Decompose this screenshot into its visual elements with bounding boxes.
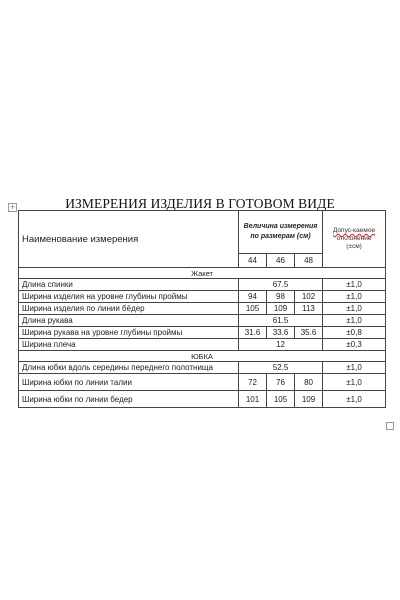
measurements-table — [18, 210, 386, 408]
table-row — [19, 362, 386, 374]
row-label: Ширина юбки по линии талии — [19, 374, 239, 391]
row-value-44: 101 — [239, 391, 267, 408]
row-label: Длина рукава — [19, 315, 239, 327]
row-tolerance: ±1,0 — [323, 374, 386, 391]
header-value: Величина измерения по размерам (см) — [239, 211, 323, 254]
table-row — [19, 279, 386, 291]
row-label: Длина спинки — [19, 279, 239, 291]
table-resize-handle-icon[interactable] — [386, 422, 394, 430]
row-tolerance: ±0,3 — [323, 339, 386, 351]
row-tolerance: ±1,0 — [323, 315, 386, 327]
row-label: Ширина изделия на уровне глубины проймы — [19, 291, 239, 303]
row-value-48: 109 — [295, 391, 323, 408]
row-value-44: 31.6 — [239, 327, 267, 339]
header-tolerance-line1: Допус-каемое — [332, 227, 376, 234]
row-value-46: 76 — [267, 374, 295, 391]
table-row — [19, 391, 386, 408]
table-row — [19, 339, 386, 351]
row-tolerance: ±1,0 — [323, 291, 386, 303]
row-label: Ширина юбки по линии бедер — [19, 391, 239, 408]
table-row — [19, 374, 386, 391]
row-value-48: 102 — [295, 291, 323, 303]
section-header-jacket: Жакет — [19, 268, 386, 279]
row-value-44: 105 — [239, 303, 267, 315]
header-tolerance-line2: отклонение — [336, 235, 372, 242]
row-tolerance: ±1,0 — [323, 391, 386, 408]
row-tolerance: ±0,8 — [323, 327, 386, 339]
row-value-46: 105 — [267, 391, 295, 408]
table-row — [19, 303, 386, 315]
document-title: ИЗМЕРЕНИЯ ИЗДЕЛИЯ В ГОТОВОМ ВИДЕ — [65, 196, 335, 211]
row-value-46: 33.6 — [267, 327, 295, 339]
header-tolerance — [323, 211, 386, 268]
size-header-46: 46 — [267, 254, 295, 268]
row-label: Ширина плеча — [19, 339, 239, 351]
size-header-48: 48 — [295, 254, 323, 268]
size-header-44: 44 — [239, 254, 267, 268]
row-label: Ширина рукава на уровне глубины проймы — [19, 327, 239, 339]
section-header-skirt: ЮБКА — [19, 351, 386, 362]
row-value-44: 72 — [239, 374, 267, 391]
row-tolerance: ±1,0 — [323, 362, 386, 374]
row-value-48: 35.6 — [295, 327, 323, 339]
row-value: 67.5 — [239, 279, 323, 291]
row-value: 52.5 — [239, 362, 323, 374]
row-value: 12 — [239, 339, 323, 351]
table-row — [19, 327, 386, 339]
row-value: 61.5 — [239, 315, 323, 327]
header-tolerance-line3: (±см) — [346, 243, 362, 250]
row-tolerance: ±1,0 — [323, 303, 386, 315]
row-label: Длина юбки вдоль середины переднего полотнища — [19, 362, 239, 374]
row-tolerance: ±1,0 — [323, 279, 386, 291]
header-name: Наименование измерения — [19, 211, 239, 268]
row-value-44: 94 — [239, 291, 267, 303]
table-row — [19, 315, 386, 327]
row-value-48: 113 — [295, 303, 323, 315]
table-row — [19, 291, 386, 303]
table-move-handle-icon[interactable]: + — [9, 203, 16, 211]
row-value-48: 80 — [295, 374, 323, 391]
row-value-46: 98 — [267, 291, 295, 303]
row-label: Ширина изделия по линии бёдер — [19, 303, 239, 315]
row-value-46: 109 — [267, 303, 295, 315]
